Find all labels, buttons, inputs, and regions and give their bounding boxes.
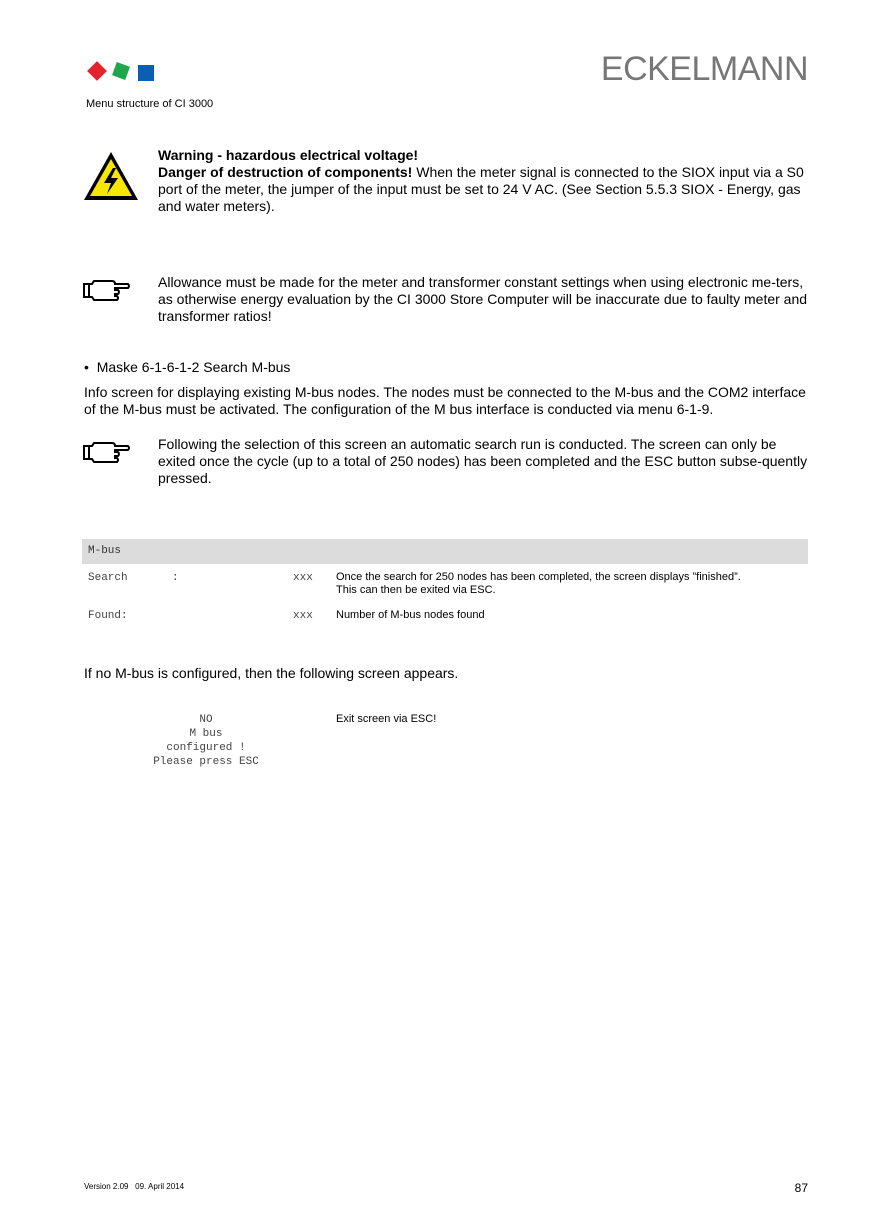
pointing-hand-icon	[82, 278, 130, 302]
warning-body: Danger of destruction of components! When the meter signal is connected to the SIOX input via a S0 port of the meter, the jumper of the input must be set to 24 V AC. (See Section 5.5.3 SIOX - Energy, gas and water meters).	[158, 164, 804, 214]
search-description: Once the search for 250 nodes has been completed, the screen displays ”finished”. This can then be exited via ESC.	[336, 571, 741, 596]
search-label: Search	[88, 572, 128, 584]
found-label: Found:	[88, 610, 128, 622]
page-number: 87	[794, 1181, 808, 1195]
note-search-run: Following the selection of this screen an automatic search run is conducted. The screen can only be exited once the cycle (up to a total of 250 nodes) has been completed and the ESC button subse-quently pressed.	[158, 436, 808, 486]
screen-header-title: M-bus	[88, 545, 122, 557]
pointing-hand-icon	[82, 440, 130, 464]
high-voltage-warning-icon	[82, 150, 140, 202]
footer-version: Version 2.09 09. April 2014	[84, 1182, 185, 1191]
no-bus-description: Exit screen via ESC!	[336, 713, 437, 725]
section-info: Info screen for displaying existing M-bus nodes. The nodes must be connected to the M-bus and the COM2 interface of the M-bus must be activated. The configuration of the M bus interface is conducted via menu 6-1-9.	[84, 384, 806, 417]
found-value: xxx	[293, 610, 313, 622]
found-description: Number of M-bus nodes found	[336, 609, 485, 621]
search-colon: :	[172, 572, 179, 584]
note-meter-constants: Allowance must be made for the meter and transformer constant settings when using electronic me-ters, as otherwise energy evaluation by the CI 3000 Store Computer will be inaccurate due to faulty meter and transformer ratios!	[158, 274, 808, 324]
no-bus-intro: If no M-bus is configured, then the following screen appears.	[84, 665, 459, 681]
warning-title: Warning - hazardous electrical voltage!	[158, 147, 419, 163]
section-title: • Maske 6-1-6-1-2 Search M-bus	[84, 359, 291, 375]
running-header: Menu structure of CI 3000	[86, 98, 214, 110]
screen-header-bar	[82, 539, 808, 564]
no-bus-screen: NO M bus configured ! Please press ESC	[153, 714, 259, 768]
brand-name: ECKELMANN	[600, 50, 808, 88]
eckelmann-logo	[86, 60, 158, 84]
warning-text	[158, 147, 810, 215]
search-value: xxx	[293, 572, 313, 584]
